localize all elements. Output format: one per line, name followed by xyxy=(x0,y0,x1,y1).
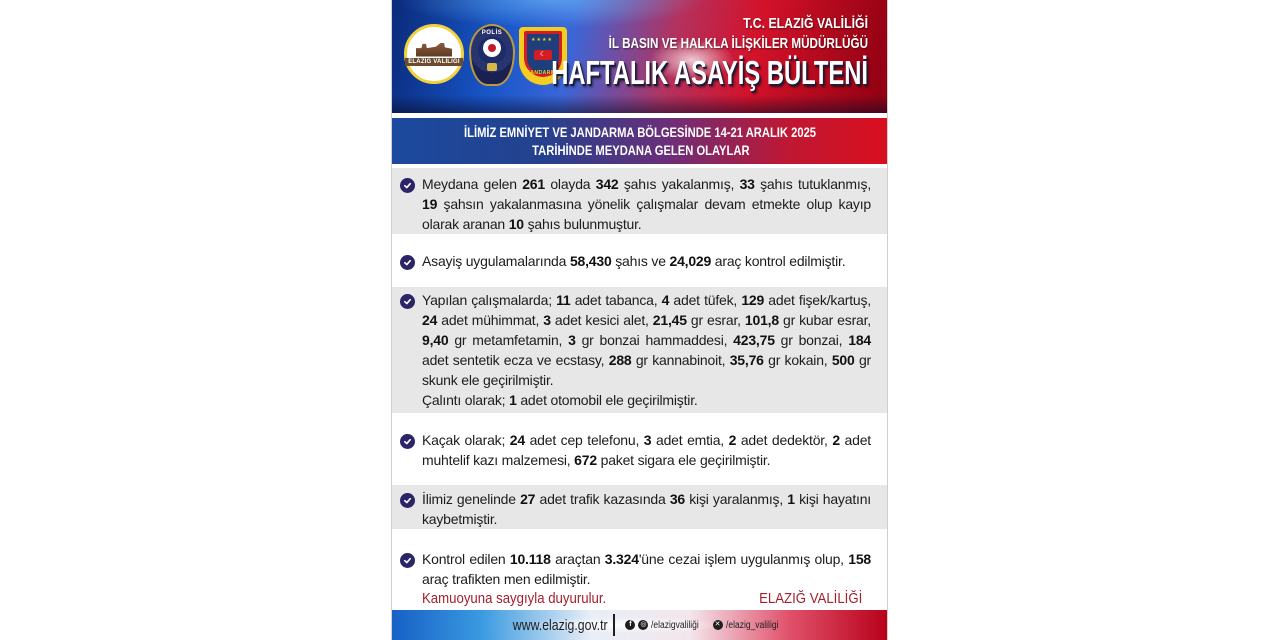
subheader-line-1: İLİMİZ EMNİYET VE JANDARMA BÖLGESİNDE 14-21 ARALIK 2025 xyxy=(464,124,817,140)
department-name: İL BASIN VE HALKLA İLİŞKİLER MÜDÜRLÜĞÜ xyxy=(608,35,868,52)
signature: ELAZIĞ VALİLİĞİ xyxy=(758,590,862,607)
facebook-icon[interactable]: f xyxy=(625,620,635,630)
x-twitter-icon[interactable]: ✕ xyxy=(713,620,723,630)
item-text: İlimiz genelinde 27 adet trafik kazasında 36 kişi yaralanmış, 1 kişi hayatını kaybetmiştir. xyxy=(422,491,871,527)
bulletin-title: HAFTALIK ASAYİŞ BÜLTENİ xyxy=(551,54,868,91)
org-name: T.C. ELAZIĞ VALİLİĞİ xyxy=(743,15,868,32)
footer-banner xyxy=(392,610,888,640)
bulletin-item-checks xyxy=(392,234,888,287)
check-circle-icon xyxy=(400,178,415,193)
check-circle-icon xyxy=(400,493,415,508)
figure-value: 11 xyxy=(556,292,571,308)
item-text: Kontrol edilen 10.118 araçtan 3.324'üne cezai işlem uygulanmış olup, 158 araç trafikten men edilmiştir. xyxy=(422,551,871,587)
figure-value: 21,45 xyxy=(652,312,687,328)
jandarma-label: JANDARMA xyxy=(527,70,560,76)
figure-value: 4 xyxy=(661,292,670,308)
bulletin-item-smuggling xyxy=(392,413,888,485)
period-subheader xyxy=(392,118,888,164)
figure-value: 184 xyxy=(848,332,871,348)
website-link[interactable]: www.elazig.gov.tr xyxy=(512,616,608,634)
figure-value: 27 xyxy=(520,491,536,507)
header-banner xyxy=(392,0,888,113)
item-text: Kaçak olarak; 24 adet cep telefonu, 3 adet emtia, 2 adet dedektör, 2 adet muhtelif kazı malzemesi, 672 paket sigara ele geçirilmiştir. xyxy=(422,432,871,468)
check-circle-icon xyxy=(400,294,415,309)
bulletin-items xyxy=(392,168,888,604)
item-text: Meydana gelen 261 olayda 342 şahıs yakalanmış, 33 şahıs tutuklanmış, 19 şahsın yakalanmasına yönelik çalışmalar devam etmekte olup kayıp olarak aranan 10 şahıs bulunmuştur. xyxy=(422,176,872,232)
figure-value: 24,029 xyxy=(669,253,712,269)
bulletin-item-seizures xyxy=(392,287,888,413)
figure-value: 342 xyxy=(595,176,619,192)
figure-value: 1 xyxy=(509,392,517,408)
figure-value: 35,76 xyxy=(729,352,764,368)
figure-value: 3 xyxy=(543,312,551,328)
figure-value: 3 xyxy=(643,432,652,448)
figure-value: 423,75 xyxy=(733,332,775,348)
figure-value: 24 xyxy=(509,432,525,448)
figure-value: 33 xyxy=(739,176,755,192)
bulletin-sheet xyxy=(391,0,888,640)
figure-value: 288 xyxy=(608,352,632,368)
footer-divider xyxy=(613,614,615,636)
figure-value: 2 xyxy=(832,432,840,448)
bulletin-item-traffic-accidents xyxy=(392,485,888,529)
social-handle-fb-ig[interactable]: /elazigvaliliği xyxy=(651,619,700,631)
figure-value: 158 xyxy=(848,551,871,567)
figure-value: 3.324 xyxy=(604,551,639,567)
figure-value: 3 xyxy=(568,332,576,348)
figure-value: 129 xyxy=(741,292,765,308)
subheader-line-2: TARİHİNDE MEYDANA GELEN OLAYLAR xyxy=(531,142,750,158)
jandarma-stars-icon: ★★★★ xyxy=(531,37,553,43)
turkish-flag-icon: ☾ xyxy=(534,50,552,60)
figure-value: 10.118 xyxy=(509,551,551,567)
figure-value: 19 xyxy=(422,196,438,212)
check-circle-icon xyxy=(400,553,415,568)
figure-value: 672 xyxy=(574,452,597,468)
figure-value: 1 xyxy=(787,491,795,507)
public-announcement-text: Kamuoyuna saygıyla duyurulur. xyxy=(422,590,607,607)
valilik-logo-label: ELAZIĞ VALİLİĞİ xyxy=(405,58,463,66)
social-handle-x[interactable]: /elazig_valiligi xyxy=(725,619,778,631)
figure-value: 24 xyxy=(422,312,438,328)
figure-value: 500 xyxy=(831,352,855,368)
header-titles xyxy=(428,14,868,91)
figure-value: 261 xyxy=(522,176,545,192)
figure-value: 101,8 xyxy=(744,312,779,328)
instagram-icon[interactable]: ◎ xyxy=(640,621,647,628)
item-text: Yapılan çalışmalarda; 11 adet tabanca, 4 adet tüfek, 129 adet fişek/kartuş, 24 adet mühimmat, 3 adet kesici alet, 21,45 gr esrar, 101,8 gr kubar esrar, 9,40 gr metamfetamin, 3 gr bonzai hammaddesi, 423,75 gr bonzai, 184 adet sentetik ecza ve ecstasy, 288 gr kannabinoit, 35,76 gr kokain, 500 gr skunk ele geçirilmiştir. Çalıntı olarak; 1 adet otomobil ele geçirilmiştir. xyxy=(422,292,872,408)
item-text: Asayiş uygulamalarında 58,430 şahıs ve 24,029 araç kontrol edilmiştir. xyxy=(422,253,846,269)
figure-value: 36 xyxy=(669,491,685,507)
figure-value: 2 xyxy=(728,432,737,448)
figure-value: 9,40 xyxy=(422,332,449,348)
signoff xyxy=(392,588,888,610)
bulletin-item-incidents xyxy=(392,168,888,234)
check-circle-icon xyxy=(400,255,415,270)
social-links xyxy=(625,620,789,631)
figure-value: 58,430 xyxy=(569,253,612,269)
figure-value: 10 xyxy=(508,216,524,232)
polis-label: POLİS xyxy=(481,30,503,36)
check-circle-icon xyxy=(400,434,415,449)
